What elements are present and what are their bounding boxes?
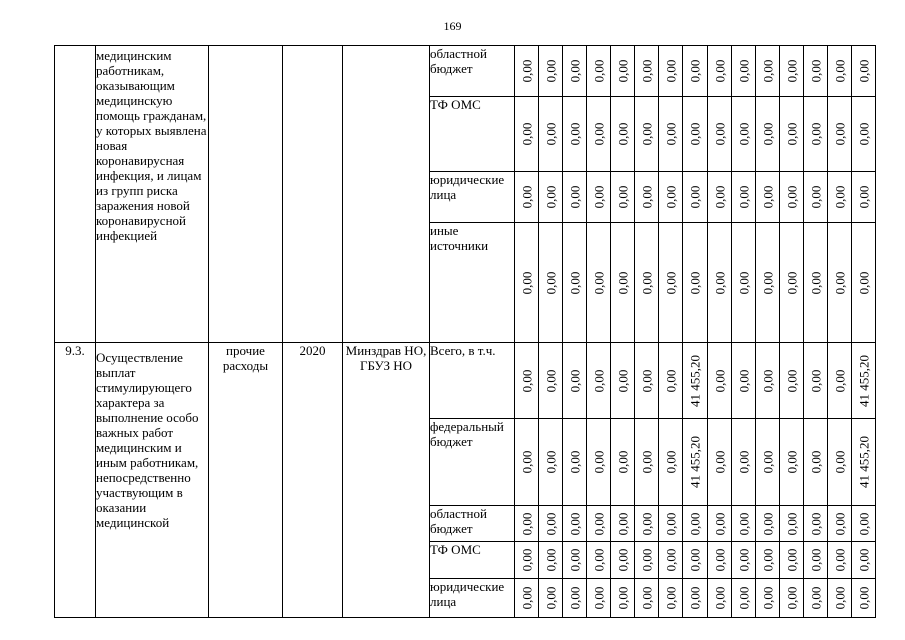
amount-cell xyxy=(732,97,756,172)
amount-cell xyxy=(804,542,828,579)
amount-value: 0,00 xyxy=(639,450,654,474)
amount-cell xyxy=(732,172,756,223)
amount-value: 0,00 xyxy=(591,369,606,392)
amount-cell xyxy=(804,97,828,172)
amount-value: 0,00 xyxy=(712,122,727,146)
amount-value: 0,00 xyxy=(832,512,847,535)
amount-cell xyxy=(756,46,780,97)
amount-cell xyxy=(659,172,683,223)
amount-value: 0,00 xyxy=(784,185,799,209)
amount-value: 0,00 xyxy=(687,122,703,146)
amount-value: 0,00 xyxy=(856,59,871,83)
amount-value: 41 455,20 xyxy=(856,436,871,488)
amount-cell xyxy=(683,223,708,343)
amount-value: 0,00 xyxy=(712,548,727,572)
amount-cell xyxy=(515,46,539,97)
amount-cell xyxy=(708,419,732,506)
amount-cell xyxy=(563,506,587,542)
amount-value: 0,00 xyxy=(832,548,847,572)
amount-cell xyxy=(708,46,732,97)
amount-value: 0,00 xyxy=(519,548,534,572)
amount-cell xyxy=(587,419,611,506)
amount-value: 0,00 xyxy=(591,586,606,610)
amount-value: 0,00 xyxy=(639,512,654,535)
amount-cell xyxy=(611,172,635,223)
amount-cell xyxy=(587,506,611,542)
amount-value: 0,00 xyxy=(615,369,630,392)
amount-cell xyxy=(828,172,852,223)
amount-value: 0,00 xyxy=(808,369,823,392)
amount-value: 0,00 xyxy=(663,59,678,83)
amount-cell xyxy=(828,223,852,343)
funding-source-label: юридические лица xyxy=(430,579,515,618)
amount-cell xyxy=(611,419,635,506)
amount-cell xyxy=(780,97,804,172)
amount-value: 0,00 xyxy=(639,586,654,610)
amount-value: 0,00 xyxy=(856,185,871,209)
amount-cell xyxy=(852,419,876,506)
amount-value: 0,00 xyxy=(615,450,630,474)
amount-value: 0,00 xyxy=(615,512,630,535)
amount-value: 0,00 xyxy=(784,512,799,535)
amount-value: 0,00 xyxy=(687,512,703,535)
amount-cell xyxy=(852,506,876,542)
amount-cell xyxy=(852,343,876,419)
amount-cell xyxy=(852,172,876,223)
amount-cell xyxy=(683,343,708,419)
amount-value: 0,00 xyxy=(856,512,871,535)
item-number-cell: 9.3. xyxy=(55,343,96,618)
amount-cell xyxy=(780,419,804,506)
amount-cell xyxy=(587,97,611,172)
amount-cell xyxy=(828,542,852,579)
amount-cell xyxy=(852,223,876,343)
amount-cell xyxy=(804,579,828,618)
amount-value: 0,00 xyxy=(519,512,534,535)
amount-value: 0,00 xyxy=(591,450,606,474)
amount-cell xyxy=(539,343,563,419)
amount-cell xyxy=(635,223,659,343)
amount-cell xyxy=(732,419,756,506)
amount-cell xyxy=(732,46,756,97)
amount-value: 0,00 xyxy=(591,512,606,535)
amount-value: 0,00 xyxy=(519,450,534,474)
amount-value: 0,00 xyxy=(519,59,534,83)
amount-cell xyxy=(756,97,780,172)
amount-cell xyxy=(683,419,708,506)
amount-cell xyxy=(828,46,852,97)
amount-value: 0,00 xyxy=(543,271,558,294)
amount-cell xyxy=(635,172,659,223)
amount-value: 0,00 xyxy=(784,586,799,610)
amount-value: 0,00 xyxy=(567,271,582,294)
amount-cell xyxy=(635,97,659,172)
amount-value: 0,00 xyxy=(687,548,703,572)
amount-cell xyxy=(563,542,587,579)
amount-value: 0,00 xyxy=(736,586,751,610)
amount-value: 0,00 xyxy=(615,548,630,572)
amount-value: 0,00 xyxy=(832,271,847,294)
amount-value: 0,00 xyxy=(760,450,775,474)
amount-value: 0,00 xyxy=(519,369,534,392)
amount-cell xyxy=(804,419,828,506)
amount-value: 0,00 xyxy=(856,271,871,294)
amount-value: 0,00 xyxy=(567,450,582,474)
amount-cell xyxy=(683,97,708,172)
funding-source-label: юридические лица xyxy=(430,172,515,223)
amount-cell xyxy=(852,542,876,579)
table-row xyxy=(55,343,876,419)
amount-value: 0,00 xyxy=(639,59,654,83)
amount-cell xyxy=(732,542,756,579)
amount-value: 0,00 xyxy=(663,512,678,535)
amount-value: 0,00 xyxy=(687,271,703,294)
amount-value: 0,00 xyxy=(567,548,582,572)
amount-cell xyxy=(732,223,756,343)
amount-value: 0,00 xyxy=(519,586,534,610)
amount-value: 0,00 xyxy=(712,512,727,535)
amount-cell xyxy=(635,579,659,618)
amount-value: 0,00 xyxy=(832,450,847,474)
amount-value: 0,00 xyxy=(760,586,775,610)
amount-cell xyxy=(515,172,539,223)
amount-cell xyxy=(611,343,635,419)
amount-value: 0,00 xyxy=(591,185,606,209)
amount-value: 0,00 xyxy=(543,369,558,392)
amount-value: 0,00 xyxy=(784,59,799,83)
amount-cell xyxy=(539,579,563,618)
funding-source-label: областной бюджет xyxy=(430,46,515,97)
amount-value: 0,00 xyxy=(591,122,606,146)
amount-cell xyxy=(659,46,683,97)
amount-cell xyxy=(563,343,587,419)
amount-cell xyxy=(563,46,587,97)
amount-cell xyxy=(804,172,828,223)
amount-value: 0,00 xyxy=(736,450,751,474)
amount-value: 0,00 xyxy=(832,185,847,209)
amount-cell xyxy=(683,579,708,618)
amount-value: 0,00 xyxy=(784,122,799,146)
table-row xyxy=(55,46,876,97)
amount-value: 0,00 xyxy=(856,122,871,146)
amount-cell xyxy=(852,46,876,97)
amount-cell xyxy=(635,343,659,419)
amount-cell xyxy=(563,223,587,343)
amount-cell xyxy=(659,343,683,419)
amount-cell xyxy=(611,97,635,172)
amount-cell xyxy=(828,97,852,172)
amount-cell xyxy=(828,506,852,542)
amount-value: 0,00 xyxy=(591,548,606,572)
amount-cell xyxy=(780,223,804,343)
amount-value: 0,00 xyxy=(663,122,678,146)
amount-cell xyxy=(804,223,828,343)
amount-cell xyxy=(732,343,756,419)
funding-source-label: ТФ ОМС xyxy=(430,97,515,172)
amount-value: 0,00 xyxy=(712,59,727,83)
amount-value: 0,00 xyxy=(543,586,558,610)
amount-value: 0,00 xyxy=(832,369,847,392)
amount-cell xyxy=(611,223,635,343)
amount-value: 0,00 xyxy=(519,122,534,146)
amount-cell xyxy=(780,579,804,618)
amount-cell xyxy=(708,172,732,223)
amount-value: 0,00 xyxy=(687,185,703,209)
amount-value: 0,00 xyxy=(808,122,823,146)
amount-cell xyxy=(756,343,780,419)
amount-cell xyxy=(756,506,780,542)
expense-type-cell xyxy=(209,46,283,343)
amount-cell xyxy=(780,172,804,223)
amount-value: 0,00 xyxy=(615,185,630,209)
amount-value: 0,00 xyxy=(760,185,775,209)
amount-cell xyxy=(683,172,708,223)
funding-source-label: областной бюджет xyxy=(430,506,515,542)
amount-cell xyxy=(683,46,708,97)
amount-cell xyxy=(756,172,780,223)
funding-table xyxy=(54,45,876,618)
amount-value: 0,00 xyxy=(808,548,823,572)
amount-value: 0,00 xyxy=(760,271,775,294)
amount-value: 0,00 xyxy=(543,548,558,572)
amount-value: 0,00 xyxy=(591,59,606,83)
amount-cell xyxy=(708,97,732,172)
amount-value: 41 455,20 xyxy=(687,354,703,407)
amount-cell xyxy=(563,172,587,223)
amount-cell xyxy=(659,542,683,579)
amount-cell xyxy=(828,419,852,506)
amount-cell xyxy=(659,506,683,542)
amount-value: 0,00 xyxy=(639,369,654,392)
amount-value: 0,00 xyxy=(639,548,654,572)
amount-value: 0,00 xyxy=(615,271,630,294)
amount-cell xyxy=(804,46,828,97)
amount-cell xyxy=(539,419,563,506)
amount-cell xyxy=(515,419,539,506)
amount-cell xyxy=(659,97,683,172)
amount-value: 0,00 xyxy=(856,548,871,572)
amount-cell xyxy=(515,579,539,618)
amount-cell xyxy=(587,343,611,419)
amount-cell xyxy=(611,46,635,97)
amount-value: 0,00 xyxy=(784,548,799,572)
amount-value: 0,00 xyxy=(567,59,582,83)
amount-cell xyxy=(780,343,804,419)
amount-value: 0,00 xyxy=(567,586,582,610)
amount-cell xyxy=(708,579,732,618)
amount-value: 0,00 xyxy=(712,450,727,474)
amount-value: 0,00 xyxy=(832,586,847,610)
amount-cell xyxy=(539,223,563,343)
amount-value: 0,00 xyxy=(663,586,678,610)
amount-cell xyxy=(756,542,780,579)
page-number: 169 xyxy=(443,19,462,33)
amount-value: 0,00 xyxy=(760,59,775,83)
amount-cell xyxy=(708,343,732,419)
amount-value: 0,00 xyxy=(639,271,654,294)
amount-cell xyxy=(708,223,732,343)
amount-value: 0,00 xyxy=(760,548,775,572)
amount-value: 0,00 xyxy=(663,548,678,572)
amount-value: 0,00 xyxy=(736,512,751,535)
amount-value: 0,00 xyxy=(736,271,751,294)
amount-value: 0,00 xyxy=(567,369,582,392)
amount-cell xyxy=(539,542,563,579)
amount-value: 0,00 xyxy=(856,586,871,610)
amount-cell xyxy=(852,579,876,618)
amount-cell xyxy=(635,542,659,579)
amount-value: 0,00 xyxy=(808,185,823,209)
amount-value: 0,00 xyxy=(543,122,558,146)
executor-cell: Минздрав НО, ГБУЗ НО xyxy=(343,343,430,618)
amount-value: 0,00 xyxy=(543,512,558,535)
amount-value: 0,00 xyxy=(663,369,678,392)
amount-value: 0,00 xyxy=(808,59,823,83)
amount-cell xyxy=(539,506,563,542)
amount-cell xyxy=(683,506,708,542)
amount-cell xyxy=(804,506,828,542)
amount-cell xyxy=(563,97,587,172)
amount-cell xyxy=(611,579,635,618)
expense-type-cell: прочие расходы xyxy=(209,343,283,618)
amount-value: 0,00 xyxy=(736,548,751,572)
amount-cell xyxy=(515,97,539,172)
amount-cell xyxy=(659,419,683,506)
amount-value: 0,00 xyxy=(784,450,799,474)
amount-cell xyxy=(611,542,635,579)
item-number-cell xyxy=(55,46,96,343)
funding-source-label: ТФ ОМС xyxy=(430,542,515,579)
amount-cell xyxy=(659,223,683,343)
amount-value: 0,00 xyxy=(760,122,775,146)
amount-value: 0,00 xyxy=(712,369,727,392)
amount-cell xyxy=(828,579,852,618)
amount-value: 0,00 xyxy=(808,271,823,294)
amount-cell xyxy=(635,419,659,506)
amount-cell xyxy=(515,542,539,579)
amount-cell xyxy=(732,579,756,618)
amount-cell xyxy=(635,506,659,542)
amount-cell xyxy=(852,97,876,172)
amount-cell xyxy=(539,46,563,97)
amount-value: 0,00 xyxy=(639,185,654,209)
amount-value: 0,00 xyxy=(808,586,823,610)
amount-value: 0,00 xyxy=(832,122,847,146)
amount-value: 0,00 xyxy=(736,369,751,392)
amount-cell xyxy=(804,343,828,419)
year-cell xyxy=(283,46,343,343)
amount-cell xyxy=(539,97,563,172)
amount-value: 41 455,20 xyxy=(687,436,703,488)
funding-source-label: иные источники xyxy=(430,223,515,343)
amount-cell xyxy=(539,172,563,223)
amount-cell xyxy=(756,579,780,618)
item-name-cell: медицинским работникам, оказывающим медицинскую помощь гражданам, у которых выявлена новая коронавирусная инфекция, и лицам из групп риска заражения новой коронавирусной инфекцией xyxy=(96,46,209,343)
amount-value: 0,00 xyxy=(687,586,703,610)
amount-value: 0,00 xyxy=(712,586,727,610)
amount-value: 0,00 xyxy=(736,185,751,209)
amount-value: 0,00 xyxy=(736,122,751,146)
amount-value: 0,00 xyxy=(615,586,630,610)
amount-value: 0,00 xyxy=(543,59,558,83)
funding-source-label: федеральный бюджет xyxy=(430,419,515,506)
amount-cell xyxy=(587,542,611,579)
amount-value: 0,00 xyxy=(663,271,678,294)
amount-cell xyxy=(587,579,611,618)
amount-cell xyxy=(683,542,708,579)
amount-value: 41 455,20 xyxy=(856,354,871,407)
amount-value: 0,00 xyxy=(760,512,775,535)
amount-cell xyxy=(515,506,539,542)
amount-cell xyxy=(515,223,539,343)
amount-value: 0,00 xyxy=(543,185,558,209)
year-cell: 2020 xyxy=(283,343,343,618)
amount-value: 0,00 xyxy=(687,59,703,83)
amount-cell xyxy=(515,343,539,419)
amount-value: 0,00 xyxy=(736,59,751,83)
amount-value: 0,00 xyxy=(519,185,534,209)
funding-source-label: Всего, в т.ч. xyxy=(430,343,515,419)
amount-value: 0,00 xyxy=(663,450,678,474)
amount-value: 0,00 xyxy=(519,271,534,294)
amount-value: 0,00 xyxy=(567,185,582,209)
amount-cell xyxy=(780,542,804,579)
amount-value: 0,00 xyxy=(567,512,582,535)
amount-value: 0,00 xyxy=(808,450,823,474)
amount-value: 0,00 xyxy=(760,369,775,392)
amount-cell xyxy=(732,506,756,542)
amount-cell xyxy=(828,343,852,419)
amount-value: 0,00 xyxy=(808,512,823,535)
amount-value: 0,00 xyxy=(712,185,727,209)
item-name-cell: Осуществление выплат стимулирующего характера за выполнение особо важных работ медицинским и иным работникам, непосредственно участвующим в оказании медицинской xyxy=(96,343,209,618)
amount-value: 0,00 xyxy=(615,122,630,146)
amount-value: 0,00 xyxy=(639,122,654,146)
amount-value: 0,00 xyxy=(567,122,582,146)
amount-value: 0,00 xyxy=(591,271,606,294)
amount-cell xyxy=(563,579,587,618)
amount-cell xyxy=(611,506,635,542)
amount-cell xyxy=(635,46,659,97)
amount-cell xyxy=(708,542,732,579)
executor-cell xyxy=(343,46,430,343)
amount-cell xyxy=(756,223,780,343)
amount-cell xyxy=(780,506,804,542)
amount-value: 0,00 xyxy=(543,450,558,474)
amount-cell xyxy=(563,419,587,506)
amount-cell xyxy=(708,506,732,542)
amount-value: 0,00 xyxy=(784,271,799,294)
amount-cell xyxy=(659,579,683,618)
amount-cell xyxy=(587,172,611,223)
amount-value: 0,00 xyxy=(615,59,630,83)
amount-value: 0,00 xyxy=(712,271,727,294)
amount-cell xyxy=(587,223,611,343)
amount-cell xyxy=(756,419,780,506)
amount-cell xyxy=(587,46,611,97)
amount-value: 0,00 xyxy=(832,59,847,83)
amount-value: 0,00 xyxy=(663,185,678,209)
amount-cell xyxy=(780,46,804,97)
amount-value: 0,00 xyxy=(784,369,799,392)
